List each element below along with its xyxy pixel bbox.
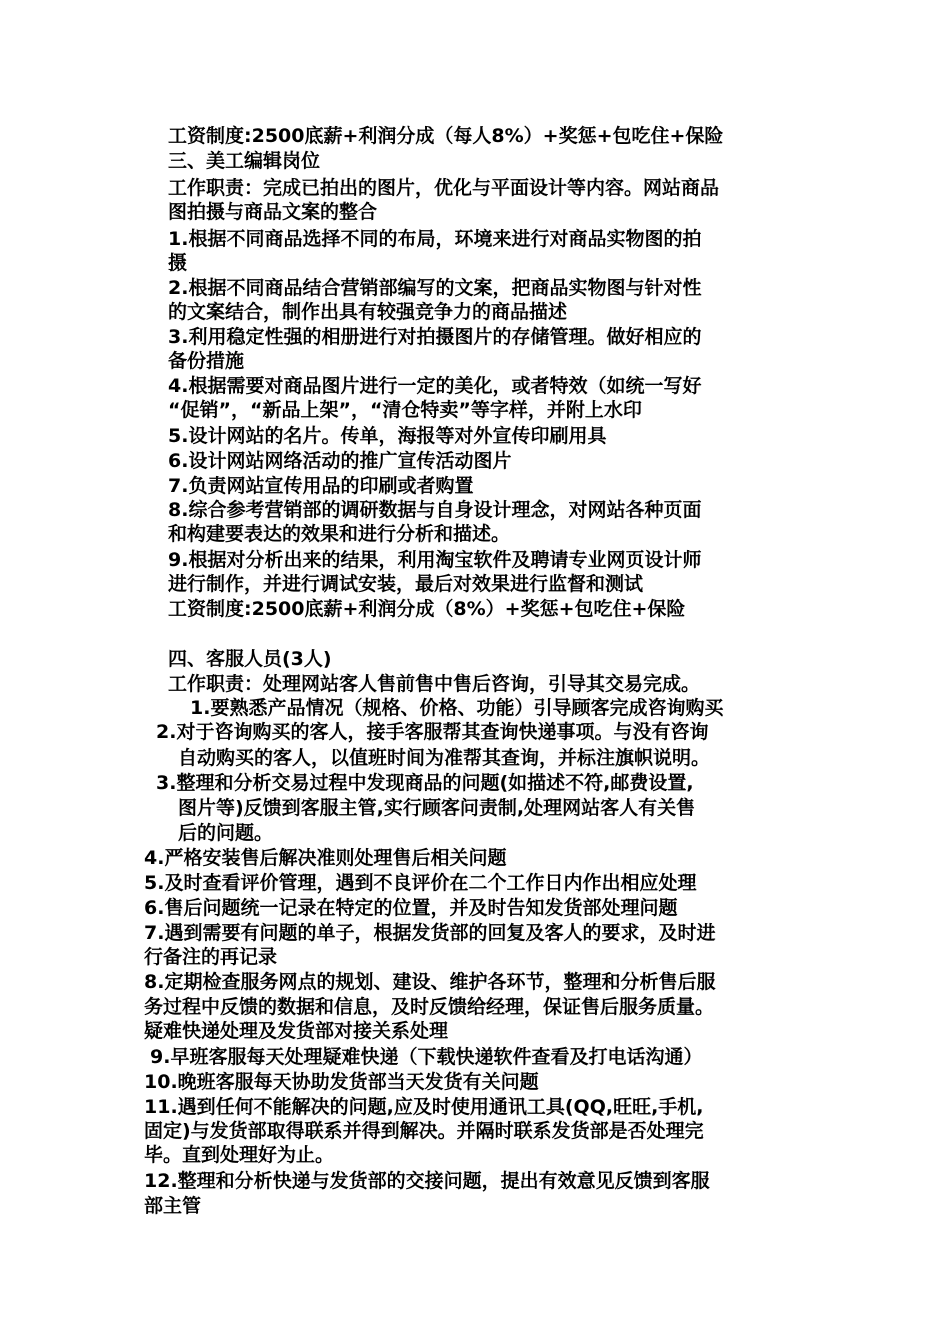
text-line: 工资制度:2500底薪+利润分成（每人8%）+奖惩+包吃住+保险 <box>168 125 724 147</box>
text-line: 后的问题。 <box>178 822 274 844</box>
text-line: 7.负责网站宣传用品的印刷或者购置 <box>168 475 474 497</box>
text-line: 行备注的再记录 <box>144 946 278 968</box>
text-line: 3.整理和分析交易过程中发现商品的问题(如描述不符,邮费设置, <box>156 772 694 794</box>
text-line: 疑难快递处理及发货部对接关系处理 <box>144 1020 449 1042</box>
text-line: 3.利用稳定性强的相册进行对拍摄图片的存储管理。做好相应的 <box>168 326 702 348</box>
text-line: 4.根据需要对商品图片进行一定的美化，或者特效（如统一写好 <box>168 375 702 397</box>
text-line: “促销”，“新品上架”，“清仓特卖”等字样，并附上水印 <box>168 399 642 421</box>
text-line: 6.设计网站网络活动的推广宣传活动图片 <box>168 450 512 472</box>
text-line: 进行制作，并进行调试安装，最后对效果进行监督和测试 <box>168 573 644 595</box>
text-line: 务过程中反馈的数据和信息，及时反馈给经理，保证售后服务质量。 <box>144 996 715 1018</box>
text-line: 2.根据不同商品结合营销部编写的文案，把商品实物图与针对性 <box>168 277 702 299</box>
text-line: 11.遇到任何不能解决的问题,应及时使用通讯工具(QQ,旺旺,手机, <box>144 1096 704 1118</box>
text-line: 9.根据对分析出来的结果，利用淘宝软件及聘请专业网页设计师 <box>168 549 702 571</box>
section-heading: 三、美工编辑岗位 <box>168 150 321 172</box>
text-line: 部主管 <box>144 1195 202 1217</box>
text-line: 7.遇到需要有问题的单子，根据发货部的回复及客人的要求，及时进 <box>144 922 716 944</box>
text-line: 自动购买的客人，以值班时间为准帮其查询，并标注旗帜说明。 <box>178 747 711 769</box>
text-line: 4.严格安装售后解决准则处理售后相关问题 <box>144 847 507 869</box>
text-line: 2.对于咨询购买的客人，接手客服帮其查询快递事项。与没有咨询 <box>156 721 709 743</box>
text-line: 和构建要表达的效果和进行分析和描述。 <box>168 523 511 545</box>
text-line: 1.要熟悉产品情况（规格、价格、功能）引导顾客完成咨询购买 <box>190 697 724 719</box>
text-line: 图片等)反馈到客服主管,实行顾客问责制,处理网站客人有关售 <box>178 797 696 819</box>
text-line: 固定)与发货部取得联系并得到解决。并隔时联系发货部是否处理完 <box>144 1120 704 1142</box>
text-line: 摄 <box>168 252 188 274</box>
text-line: 5.及时查看评价管理，遇到不良评价在二个工作日内作出相应处理 <box>144 872 697 894</box>
section-heading: 四、客服人员(3人) <box>168 648 332 670</box>
text-line: 6.售后问题统一记录在特定的位置，并及时告知发货部处理问题 <box>144 897 678 919</box>
text-line: 5.设计网站的名片。传单，海报等对外宣传印刷用具 <box>168 425 607 447</box>
text-line: 毕。直到处理好为止。 <box>144 1144 335 1166</box>
text-line: 图拍摄与商品文案的整合 <box>168 201 378 223</box>
text-line: 备份措施 <box>168 350 245 372</box>
text-line: 1.根据不同商品选择不同的布局，环境来进行对商品实物图的拍 <box>168 228 702 250</box>
text-line: 12.整理和分析快递与发货部的交接问题，提出有效意见反馈到客服 <box>144 1170 710 1192</box>
text-line: 工作职责：完成已拍出的图片，优化与平面设计等内容。网站商品 <box>168 177 720 199</box>
text-line: 8.定期检查服务网点的规划、建设、维护各环节，整理和分析售后服 <box>144 971 716 993</box>
text-line: 10.晚班客服每天协助发货部当天发货有关问题 <box>144 1071 539 1093</box>
text-line: 工资制度:2500底薪+利润分成（8%）+奖惩+包吃住+保险 <box>168 598 686 620</box>
text-line: 工作职责：处理网站客人售前售中售后咨询，引导其交易完成。 <box>168 673 701 695</box>
text-line: 9.早班客服每天处理疑难快递（下载快递软件查看及打电话沟通） <box>150 1046 703 1068</box>
text-line: 8.综合参考营销部的调研数据与自身设计理念，对网站各种页面 <box>168 499 702 521</box>
text-line: 的文案结合，制作出具有较强竞争力的商品描述 <box>168 301 568 323</box>
